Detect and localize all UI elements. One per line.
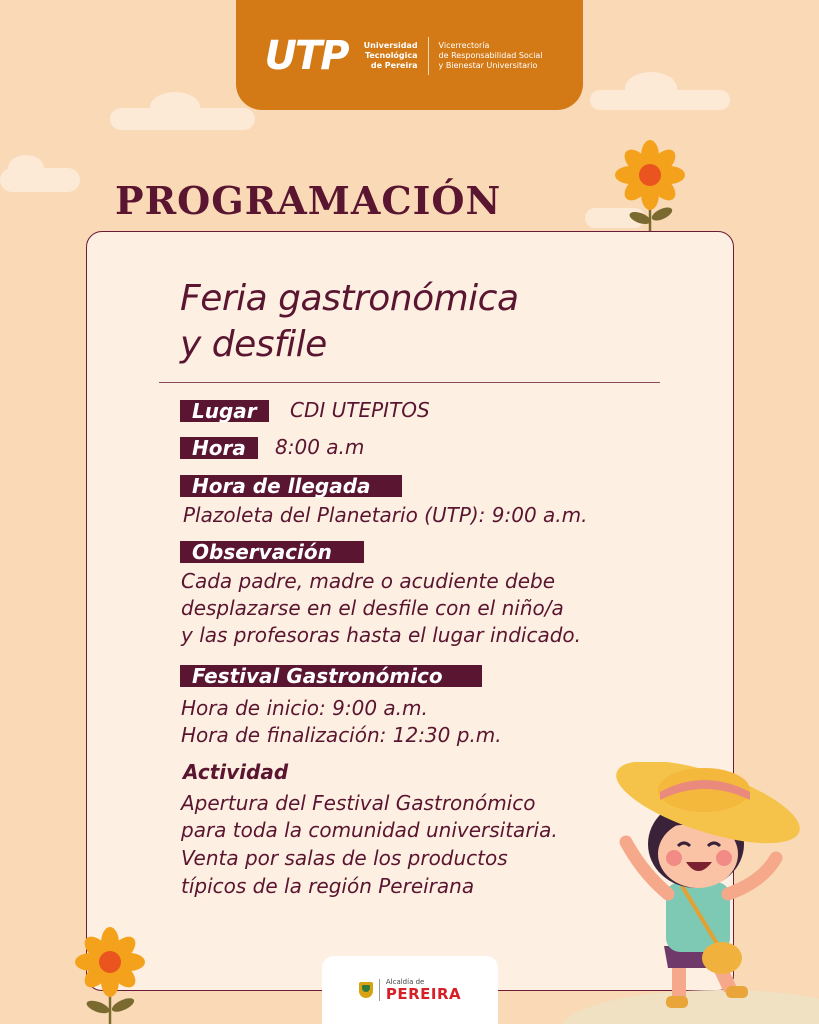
header-banner xyxy=(236,0,583,110)
actividad-label: Actividad xyxy=(183,760,289,784)
hora-label: Hora xyxy=(180,437,258,459)
festival-label: Festival Gastronómico xyxy=(180,665,482,687)
actividad-line: Venta por salas de los productos xyxy=(181,846,508,870)
title-divider xyxy=(159,382,660,383)
header-divider xyxy=(428,37,429,75)
flower-icon xyxy=(610,138,690,240)
observacion-line: Cada padre, madre o acudiente debe xyxy=(181,569,555,593)
flower-icon xyxy=(70,925,150,1024)
page-title: PROGRAMACIÓN xyxy=(115,178,502,223)
hora-llegada-label: Hora de llegada xyxy=(180,475,402,497)
observacion-line: y las profesoras hasta el lugar indicado. xyxy=(181,623,582,647)
event-title: Feria gastronómica y desfile xyxy=(180,278,519,365)
actividad-line: Apertura del Festival Gastronómico xyxy=(181,791,536,815)
pereira-shield-icon xyxy=(359,982,373,998)
alcaldia-big-text: PEREIRA xyxy=(385,985,462,1003)
alcaldia-small-text: Alcaldía de xyxy=(385,978,425,986)
hora-llegada-value: Plazoleta del Planetario (UTP): 9:00 a.m. xyxy=(183,503,588,527)
festival-line: Hora de inicio: 9:00 a.m. xyxy=(181,696,428,720)
footer-divider xyxy=(379,979,380,1001)
hora-value: 8:00 a.m xyxy=(275,435,365,459)
lugar-value: CDI UTEPITOS xyxy=(290,398,430,422)
cloud-decoration xyxy=(150,92,200,122)
child-illustration xyxy=(612,762,817,1024)
vicerrectoria-name: Vicerrectoría de Responsabilidad Social y Bienestar Universitario xyxy=(438,41,543,70)
utp-logo: UTP xyxy=(264,33,348,79)
actividad-line: típicos de la región Pereirana xyxy=(181,874,475,898)
observacion-line: desplazarse en el desfile con el niño/a xyxy=(181,596,564,620)
cloud-decoration xyxy=(625,72,677,104)
festival-line: Hora de finalización: 12:30 p.m. xyxy=(181,723,502,747)
footer-logo-box xyxy=(322,956,498,1024)
observacion-label: Observación xyxy=(180,541,364,563)
university-name: Universidad Tecnológica de Pereira xyxy=(363,41,418,70)
alcaldia-logo xyxy=(386,978,461,1002)
lugar-label: Lugar xyxy=(180,400,269,422)
cloud-decoration xyxy=(8,155,44,181)
actividad-line: para toda la comunidad universitaria. xyxy=(181,818,558,842)
